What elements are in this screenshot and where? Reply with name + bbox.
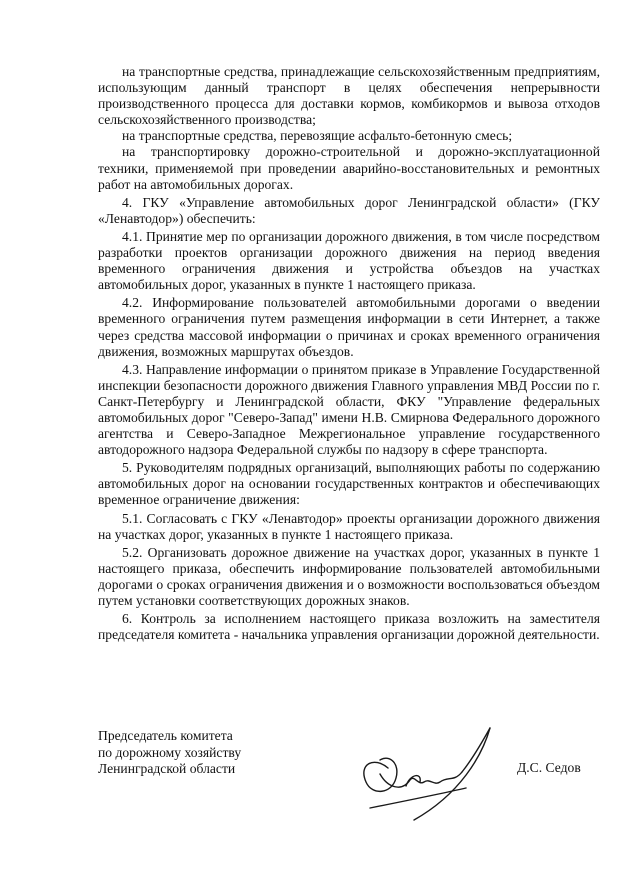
signatory-title [98, 728, 241, 778]
clause-4: 4. ГКУ «Управление автомобильных дорог Ленинградской области» (ГКУ «Ленавтодор») обеспечить: [98, 194, 600, 226]
clause-5: 5. Руководителям подрядных организаций, выполняющих работы по содержанию автомобильных дорог на основании государственных контрактов и обеспечивающих временное ограничение движения: [98, 460, 600, 508]
clause-4-1: 4.1. Принятие мер по организации дорожного движения, в том числе посредством разработки проектов организации дорожного движения на период введения временного ограничения движения и устройства объездов на участках автомобильных дорог, указанных в пункте 1 настоящего приказа. [98, 228, 600, 293]
clause-5-1: 5.1. Согласовать с ГКУ «Ленавтодор» проекты организации дорожного движения на участках дорог, указанных в пункте 1 настоящего приказа. [98, 510, 600, 542]
handwritten-signature [330, 716, 500, 826]
signatory-name: Д.С. Седов [517, 760, 581, 775]
paragraph-road-machinery: на транспортировку дорожно-строительной и дорожно-эксплуатационной техники, применяемой при проведении аварийно-восстановительных и ремонтных работ на автомобильных дорогах. [98, 144, 600, 192]
clause-5-2: 5.2. Организовать дорожное движение на участках дорог, указанных в пункте 1 настоящего приказа, обеспечить информирование пользователей автомобильными дорогами о сроках ограничения движения и о возможности воспользоваться объездом путем установки соответствующих дорожных знаков. [98, 544, 600, 608]
paragraph-agricultural-transport: на транспортные средства, принадлежащие сельскохозяйственным предприятиям, использующим данный транспорт в целях обеспечения непрерывности производственного процесса для доставки кормов, комбикормов и вывоза отходов сельскохозяйственного производства; [98, 64, 600, 128]
signatory-title-line: Ленинградской области [98, 761, 236, 776]
clause-6: 6. Контроль за исполнением настоящего приказа возложить на заместителя председателя комитета - начальника управления организации дорожной деятельности. [98, 611, 600, 643]
clause-4-3: 4.3. Направление информации о принятом приказе в Управление Государственной инспекции безопасности дорожного движения Главного управления МВД России по г. Санкт-Петербургу и Ленинградской области, ФКУ "Управление федеральных автомобильных дорог "Северо-Запад" имени Н.В. Смирнова Федерального дорожного агентства и Северо-Западное Межрегиональное управление государственного автодорожного надзора Федеральной службы по надзору в сфере транспорта. [98, 361, 600, 458]
document-body [98, 64, 600, 643]
clause-4-2: 4.2. Информирование пользователей автомобильными дорогами о введении временного ограничения путем размещения информации в сети Интернет, а также через средства массовой информации о причинах и сроках временного ограничения движения, возможных маршрутах объездов. [98, 295, 600, 359]
paragraph-asphalt-transport: на транспортные средства, перевозящие асфальто-бетонную смесь; [122, 128, 513, 144]
signatory-title-line: Председатель комитета [98, 728, 233, 743]
signatory-title-line: по дорожному хозяйству [98, 744, 242, 760]
